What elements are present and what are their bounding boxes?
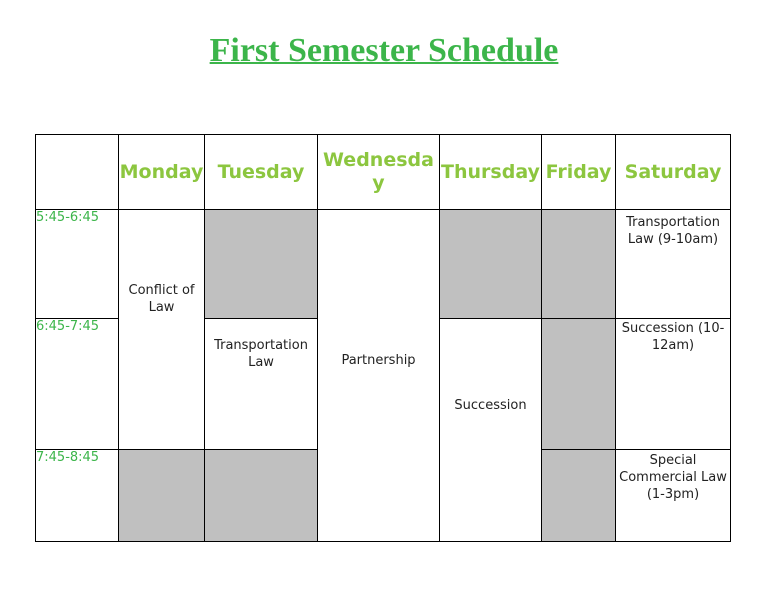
schedule-table	[35, 134, 731, 542]
class-saturday-special-commercial-law: Special Commercial Law (1-3pm)	[616, 450, 731, 542]
day-header-wednesday: Wednesday	[318, 135, 440, 210]
day-header-tuesday: Tuesday	[205, 135, 318, 210]
class-thursday-succession: Succession	[440, 319, 542, 542]
day-header-monday: Monday	[119, 135, 205, 210]
empty-slot	[542, 210, 616, 319]
day-header-thursday: Thursday	[440, 135, 542, 210]
class-tuesday-transportation-law: Transportation Law	[205, 319, 318, 450]
empty-slot	[205, 450, 318, 542]
table-row	[36, 210, 731, 319]
empty-slot	[542, 319, 616, 450]
time-slot-1: 5:45-6:45	[36, 210, 119, 319]
class-monday-conflict-of-law: Conflict of Law	[119, 210, 205, 450]
empty-slot	[542, 450, 616, 542]
header-row	[36, 135, 731, 210]
empty-slot	[205, 210, 318, 319]
day-header-friday: Friday	[542, 135, 616, 210]
class-saturday-transportation-law: Transportation Law (9-10am)	[616, 210, 731, 319]
page-title: First Semester Schedule	[209, 32, 559, 69]
corner-cell	[36, 135, 119, 210]
empty-slot	[119, 450, 205, 542]
empty-slot	[440, 210, 542, 319]
time-slot-2: 6:45-7:45	[36, 319, 119, 450]
class-wednesday-partnership: Partnership	[318, 210, 440, 542]
day-header-saturday: Saturday	[616, 135, 731, 210]
class-saturday-succession: Succession (10-12am)	[616, 319, 731, 450]
time-slot-3: 7:45-8:45	[36, 450, 119, 542]
